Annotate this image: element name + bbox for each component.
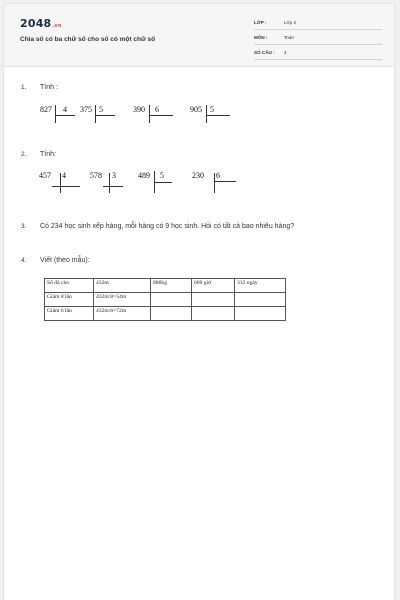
meta-value: Toán (284, 35, 294, 40)
table-cell[interactable] (192, 307, 235, 321)
division-line (214, 181, 236, 182)
dividend: 390 (133, 105, 145, 114)
division-bar (55, 105, 56, 123)
question-text: Có 234 học sinh xếp hàng, mỗi hàng có 9 học sinh. Hỏi có tất cả bao nhiêu hàng? (40, 223, 295, 230)
question-number: 2. (21, 151, 27, 158)
division-bar (149, 105, 150, 123)
divisor: 5 (210, 105, 214, 114)
worksheet-header (4, 4, 394, 67)
dividend: 905 (190, 105, 202, 114)
table-cell: 888kg (151, 279, 192, 293)
question-number: 4. (21, 257, 27, 264)
table-cell[interactable] (151, 293, 192, 307)
meta-label: MÔN : (254, 35, 268, 40)
table-cell[interactable] (192, 293, 235, 307)
table-cell[interactable] (235, 307, 286, 321)
table-cell: Số đã cho (45, 279, 94, 293)
divisor: 6 (155, 105, 159, 114)
meta-row-subject (254, 32, 382, 45)
division-bar (206, 105, 207, 123)
worksheet-title: Chia số có ba chữ số cho số có một chữ số (20, 36, 156, 43)
meta-value: 4 (284, 50, 287, 55)
table-cell: 432m:8=54m (94, 293, 151, 307)
meta-value: Lớp 3 (284, 20, 296, 25)
table-cell: Giảm 8 lần (45, 293, 94, 307)
question-text: Tính: (40, 151, 56, 158)
meta-label: LỚP : (254, 20, 267, 25)
divisor: 5 (99, 105, 103, 114)
division-bar (95, 105, 96, 123)
meta-label: SỐ CÂU : (254, 50, 275, 55)
table-cell: Giảm 6 lần (45, 307, 94, 321)
table-cell: 312 ngày (235, 279, 286, 293)
dividend: 375 (80, 105, 92, 114)
division-line (154, 182, 172, 183)
dividend: 827 (40, 105, 52, 114)
table-cell: 432m (94, 279, 151, 293)
table-row (45, 293, 286, 307)
division-bar (109, 173, 110, 193)
division-line (103, 186, 123, 187)
question-number: 1. (21, 84, 27, 91)
table-row (45, 279, 286, 293)
question-text: Viết (theo mẫu): (40, 257, 90, 264)
answer-table (44, 278, 286, 321)
divisor: 5 (160, 171, 164, 180)
table-cell: 432m:6=72m (94, 307, 151, 321)
dividend: 489 (138, 171, 150, 180)
table-cell: 600 giờ (192, 279, 235, 293)
table-cell[interactable] (151, 307, 192, 321)
division-line (52, 186, 80, 187)
question-number: 3. (21, 223, 27, 230)
division-line (95, 115, 115, 116)
site-logo[interactable]: 2048.vn (20, 17, 62, 30)
divisor: 4 (63, 105, 67, 114)
division-line (149, 115, 173, 116)
worksheet (4, 4, 394, 600)
dividend: 230 (192, 171, 204, 180)
division-bar (60, 173, 61, 193)
dividend: 578 (90, 171, 102, 180)
divisor: 6 (216, 171, 220, 180)
meta-row-count (254, 47, 382, 60)
meta-row-class (254, 17, 382, 30)
table-cell[interactable] (235, 293, 286, 307)
divisor: 4 (62, 171, 66, 180)
question-text: Tính : (40, 84, 58, 91)
division-bar (214, 173, 215, 193)
division-line (206, 115, 230, 116)
dividend: 457 (39, 171, 51, 180)
divisor: 3 (112, 171, 116, 180)
table-row (45, 307, 286, 321)
division-line (55, 115, 75, 116)
worksheet-meta (254, 17, 382, 62)
